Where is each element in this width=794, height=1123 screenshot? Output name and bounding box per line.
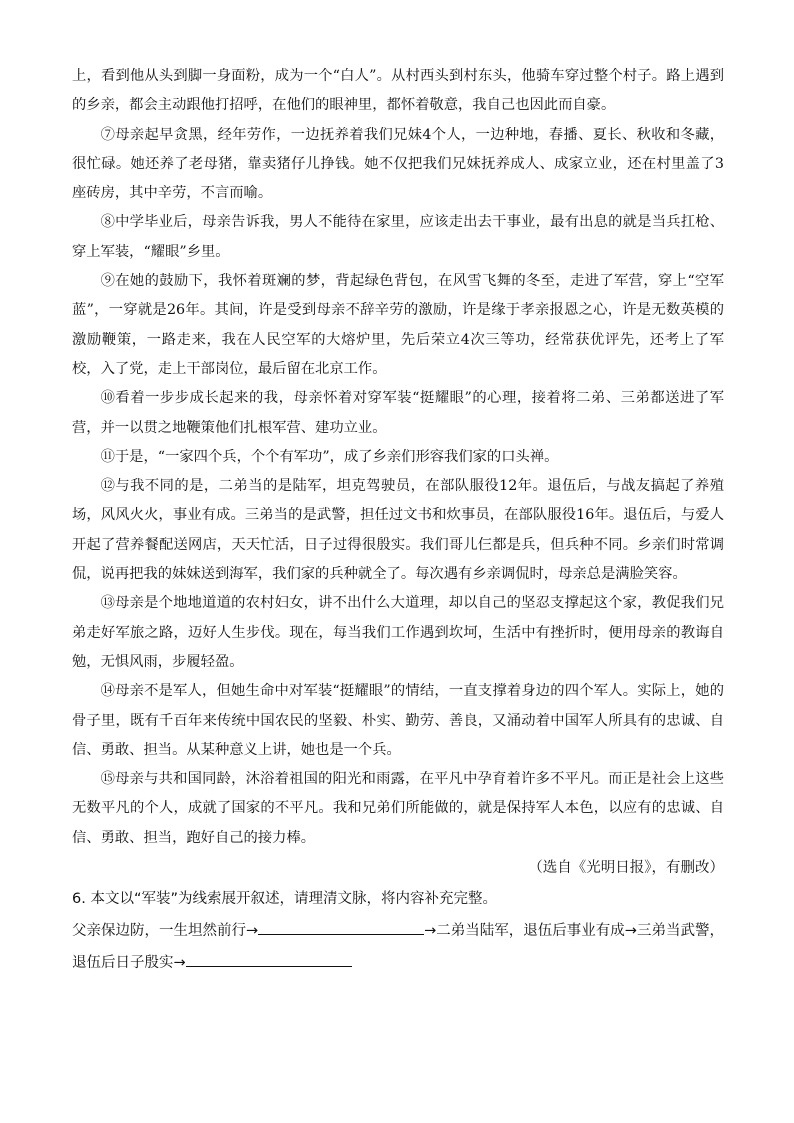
paragraph-7: ⑦母亲起早贪黑，经年劳作，一边抚养着我们兄妹4个人，一边种地，春播、夏长、秋收和冬藏，很忙碌。她还养了老母猪，靠卖猪仔儿挣钱。她不仅把我们兄妹抚养成人、成家立业，还在村里盖了3座砖房，其中辛劳，不言而喻。: [72, 126, 724, 202]
paragraph-15: ⑮母亲与共和国同龄，沐浴着祖国的阳光和雨露，在平凡中孕育着许多不平凡。而正是社会上这些无数平凡的个人，成就了国家的不平凡。我和兄弟们所能做的，就是保持军人本色，以应有的忠诚、自信、勇敢、担当，跑好自己的接力棒。: [72, 771, 724, 846]
paragraph-6-continued: 上，看到他从头到脚一身面粉，成为一个“白人”。从村西头到村东头，他骑车穿过整个村子。路上遇到的乡亲，都会主动跟他打招呼，在他们的眼神里，都怀着敬意，我自己也因此而自豪。: [72, 68, 724, 114]
article-body: [72, 62, 724, 979]
paragraph-10: ⑩看着一步步成长起来的我，母亲怀着对穿军装“挺耀眼”的心理，接着将二弟、三弟都送进了军营，并一以贯之地鞭策他们扎根军营、建功立业。: [72, 390, 724, 436]
paragraph-8: ⑧中学毕业后，母亲告诉我，男人不能待在家里，应该走出去干事业，最有出息的就是当兵扛枪、穿上军装，“耀眼”乡里。: [72, 214, 724, 260]
question-line-2-start: 退伍后日子殷实→: [72, 955, 186, 972]
paragraph-9: ⑨在她的鼓励下，我怀着斑斓的梦，背起绿色背包，在风雪飞舞的冬至，走进了军营，穿上“空军蓝”，一穿就是26年。其间，许是受到母亲不辞辛劳的激励，许是缘于孝亲报恩之心，许是无数英模的激励鞭策，一路走来，我在人民空军的大熔炉里，先后荣立4次三等功，经常获优评先，还考上了军校，入了党，走上干部岗位，最后留在北京工作。: [72, 273, 724, 377]
question-line-1: [72, 915, 724, 947]
question-line-1-end: →二弟当陆军，退伍后事业有成→三弟当武警，: [424, 923, 724, 940]
paragraph-11: ⑪于是，“一家四个兵，个个有军功”，成了乡亲们形容我们家的口头禅。: [100, 448, 559, 465]
question-line-2: [72, 947, 724, 979]
question-stem: 6. 本文以“军装”为线索展开叙述，请理清文脉，将内容补充完整。: [72, 891, 497, 908]
paragraph-12: ⑫与我不同的是，二弟当的是陆军，坦克驾驶员，在部队服役12年。退伍后，与战友搞起了养殖场，风风火火，事业有成。三弟当的是武警，担任过文书和炊事员，在部队服役16年。退伍后，与爱人开起了营养餐配送网店，天天忙活，日子过得很殷实。我们哥儿仨都是兵，但兵种不同。乡亲们时常调侃，说再把我的妹妹送到海军，我们家的兵种就全了。每次遇有乡亲调侃时，母亲总是满脸笑容。: [72, 478, 725, 583]
answer-blank-1[interactable]: [258, 918, 424, 935]
source-citation: （选自《光明日报》，有删改）: [528, 860, 724, 877]
paragraph-13: ⑬母亲是个地地道道的农村妇女，讲不出什么大道理，却以自己的坚忍支撑起这个家，教促我们兄弟走好军旅之路，迈好人生步伐。现在，每当我们工作遇到坎坷，生活中有挫折时，便用母亲的教诲自勉，无惧风雨，步履轻盈。: [72, 595, 724, 670]
answer-blank-2[interactable]: [186, 950, 352, 967]
paragraph-14: ⑭母亲不是军人，但她生命中对军装“挺耀眼”的情结，一直支撑着身边的四个军人。实际上，她的骨子里，既有千百年来传统中国农民的坚毅、朴实、勤劳、善良，又涌动着中国军人所具有的忠诚、自信、勇敢、担当。从某种意义上讲，她也是一个兵。: [72, 683, 724, 758]
question-line-1-start: 父亲保边防，一生坦然前行→: [72, 923, 259, 940]
